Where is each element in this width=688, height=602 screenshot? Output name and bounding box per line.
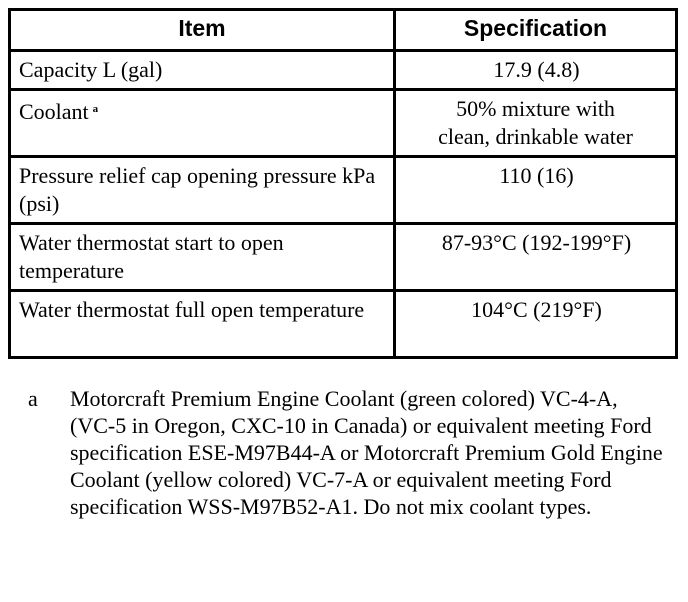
- row-item-cell: [10, 51, 395, 90]
- table-row: [10, 51, 677, 90]
- table-header-row: [10, 10, 677, 51]
- row-item-label: Coolant: [19, 99, 89, 124]
- row-spec-cell: 17.9 (4.8): [395, 51, 677, 90]
- table-row: [10, 157, 677, 224]
- row-item-cell: [10, 157, 395, 224]
- row-spec-cell: 50% mixture with clean, drinkable water: [395, 90, 677, 157]
- row-item-label: Water thermostat start to open temperature: [19, 230, 284, 283]
- table-row: [10, 224, 677, 291]
- column-header-specification: Specification: [395, 10, 677, 51]
- row-item-cell: [10, 90, 395, 157]
- table-row: [10, 291, 677, 358]
- table-row: [10, 90, 677, 157]
- row-item-label: Pressure relief cap opening pressure kPa (psi): [19, 163, 376, 216]
- row-item-label: Water thermostat full open temperature: [19, 297, 365, 322]
- footnote: [28, 385, 668, 520]
- row-spec-cell: 110 (16): [395, 157, 677, 224]
- specification-table: [8, 8, 678, 359]
- footnote-marker: a: [92, 103, 99, 115]
- row-item-cell: [10, 224, 395, 291]
- footnote-text: Motorcraft Premium Engine Coolant (green colored) VC-4-A, (VC-5 in Oregon, CXC-10 in Canada) or equivalent meeting Ford specification ESE-M97B44-A or Motorcraft Premium Gold Engine Coolant (yellow colored) VC-7-A or equivalent meeting Ford specification WSS-M97B52-A1. Do not mix coolant types.: [70, 386, 663, 519]
- row-spec-cell: 104°C (219°F): [395, 291, 677, 358]
- footnote-letter: a: [28, 386, 38, 411]
- row-item-label: Capacity L (gal): [19, 57, 163, 82]
- row-item-cell: [10, 291, 395, 358]
- row-spec-cell: 87-93°C (192-199°F): [395, 224, 677, 291]
- column-header-item: Item: [10, 10, 395, 51]
